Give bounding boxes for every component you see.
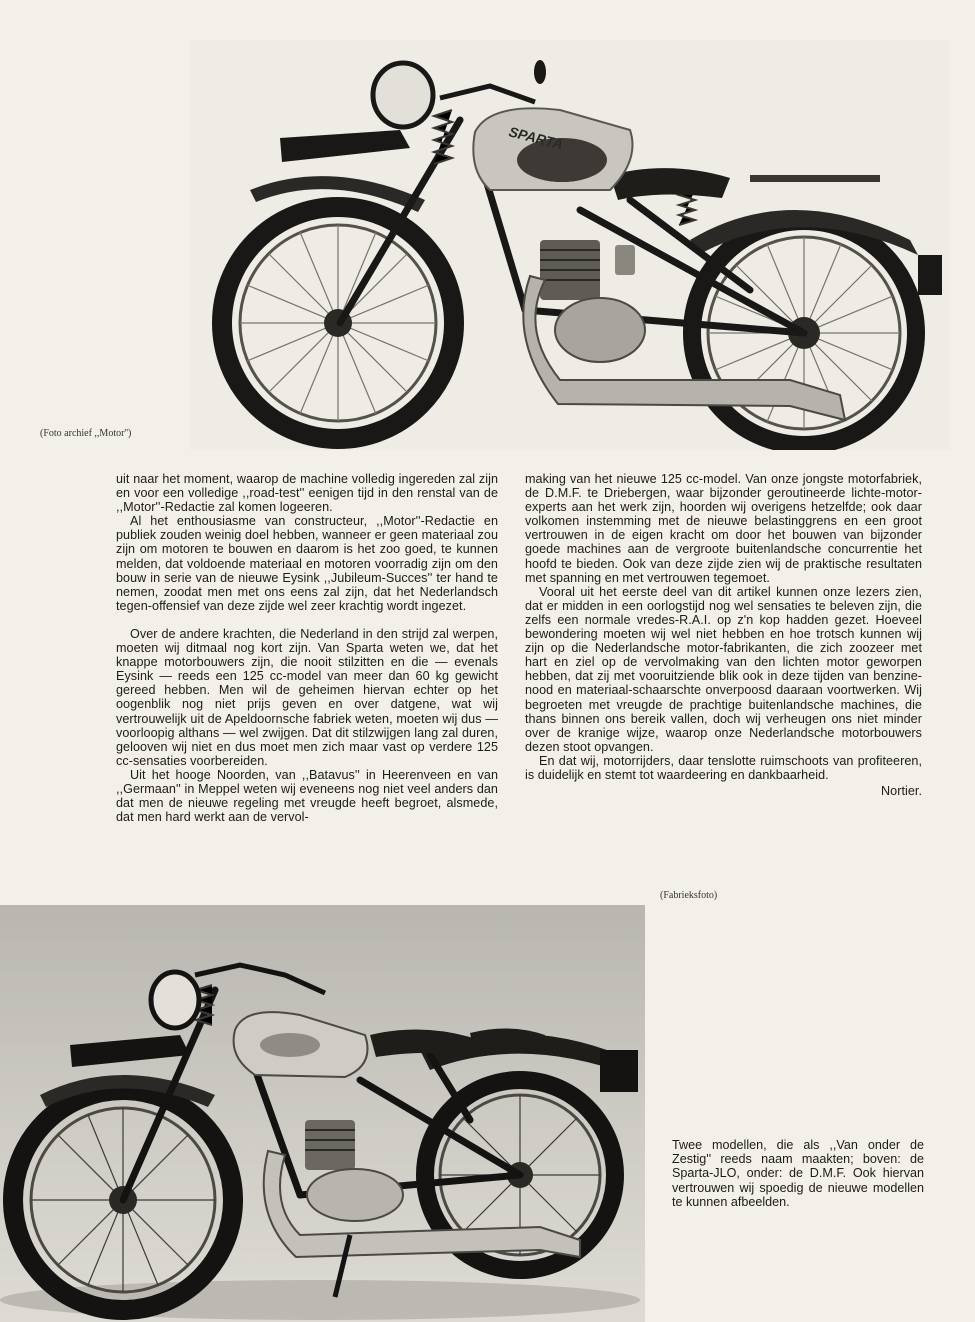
fuel-tank xyxy=(473,108,632,190)
engine xyxy=(305,1120,403,1221)
paragraph: making van het nieuwe 125 cc-model. Van onze jongste motorfabriek, de D.M.F. te Driebergen, waar bijzonder geroutineerde lichte-motor-experts aan het werk zijn, hoorden wij overigens hetzelfde; ook daar volkomen instemming met de nieuwe belastinggrens en een groot vertrouwen in de eigen kracht om door het bouwen van bijzonder goede machines aan de vergroote buitenlandsche concurrentie het hoofd te bieden. Ook van deze zijde zien wij de praktische resultaten met spanning en met vertrouwen tegemoet. xyxy=(525,472,922,585)
photo-credit-top: (Foto archief ,,Motor'') xyxy=(40,428,132,439)
photo-sparta-motorcycle xyxy=(190,40,950,450)
photo-dmf-motorcycle xyxy=(0,905,645,1322)
sparta-motorcycle-illustration xyxy=(190,40,950,450)
paragraph: En dat wij, motorrijders, daar tenslotte ruimschoots van profiteeren, is duidelijk en stemt tot waardeering en dankbaarheid. xyxy=(525,753,922,782)
paragraph: Vooral uit het eerste deel van dit artikel kunnen onze lezers zien, dat er midden in een oorlogstijd nog wel sensaties te beleven zijn, die zelfs een normale vredes-R.A.I. op z'n kop hadden gezet. Hoeveel bewondering moeten wij wel niet hebben en hoe trotsch kunnen wij zijn op die Nederlandsche motor-fabrikanten, die zich zoozeer met hart en ziel op de vervolmaking van den lichten motor geworpen hebben, dat zij met vooruitziende blik ook in deze tijden van benzine-nood en materiaal-schaarschte onverpoosd daaraan voortwerken. Wij begroeten met vreugde de prachtige buitenlandsche machines, die thans binnen ons bereik vallen, doch wij verheugen ons niet minder over de kranige wijze, waarop onze Nederlandsche motorbouwers dezen stoot opvangen. xyxy=(525,584,922,754)
paragraph: uit naar het moment, waarop de machine volledig ingereden zal zijn en voor een volledige ,,road-test'' eenigen tijd in den renstal van de ,,Motor''-Redactie zal komen logeeren. xyxy=(116,472,498,515)
dmf-motorcycle-illustration xyxy=(0,905,645,1322)
engine xyxy=(540,240,645,362)
tank-lettering: SPARTA xyxy=(507,123,565,153)
paragraph: Uit het hooge Noorden, van ,,Batavus'' in Heerenveen en van ,,Germaan'' in Meppel weten wij eveneens nog niet veel anders dan dat men de nieuwe regeling met vreugde heeft begroet, alsmede, dat men hard werkt aan de vervol- xyxy=(116,767,498,825)
figure-caption: Twee modellen, die als ,,Van onder de Zestig'' reeds naam maakten; boven: de Sparta-JLO, onder: de D.M.F. Ook hiervan vertrouwen wij spoedig de nieuwe modellen te kunnen afbeelden. xyxy=(672,1138,924,1209)
photo-credit-bottom: (Fabrieksfoto) xyxy=(660,890,718,901)
paragraph: Over de andere krachten, die Nederland in den strijd zal werpen, moeten wij ditmaal nog kort zijn. Van Sparta weten we, dat het knappe motorbouwers zijn, die nooit stilzitten en die — evenals Eysink — reeds een 125 cc-model van meer dan 60 kg gewicht gereed hebben. Men wil de geheimen hiervan echter op het oogenblik nog niet prijs geven en over datgene, wat wij vertrouwelijk uit de Apeldoornsche fabriek weten, moeten wij dus — voorloopig althans — wel zwijgen. Dat dit stilzwijgen lang zal duren, gelooven wij niet en dus moet men zich maar vast op verdere 125 cc-sensaties voorbereiden. xyxy=(116,626,498,768)
article-column-left xyxy=(116,472,498,824)
article-column-right xyxy=(525,472,922,798)
author-signature: Nortier. xyxy=(881,784,922,799)
paragraph: Al het enthousiasme van constructeur, ,,Motor''-Redactie en publiek zouden weinig doel hebben, wanneer er geen materiaal zou zijn om motoren te bouwen en daarom is het zoo goed, te kunnen melden, dat voldoende materiaal en motoren voorradig zijn om den bouw in serie van de nieuwe Eysink ,,Jubileum-Succes'' ter hand te nemen, zoodat men met ons eens zal zijn, dat het Nederlandsch tegen-offensief van deze zijde wel zeer krachtig wordt ingezet. xyxy=(116,514,498,613)
